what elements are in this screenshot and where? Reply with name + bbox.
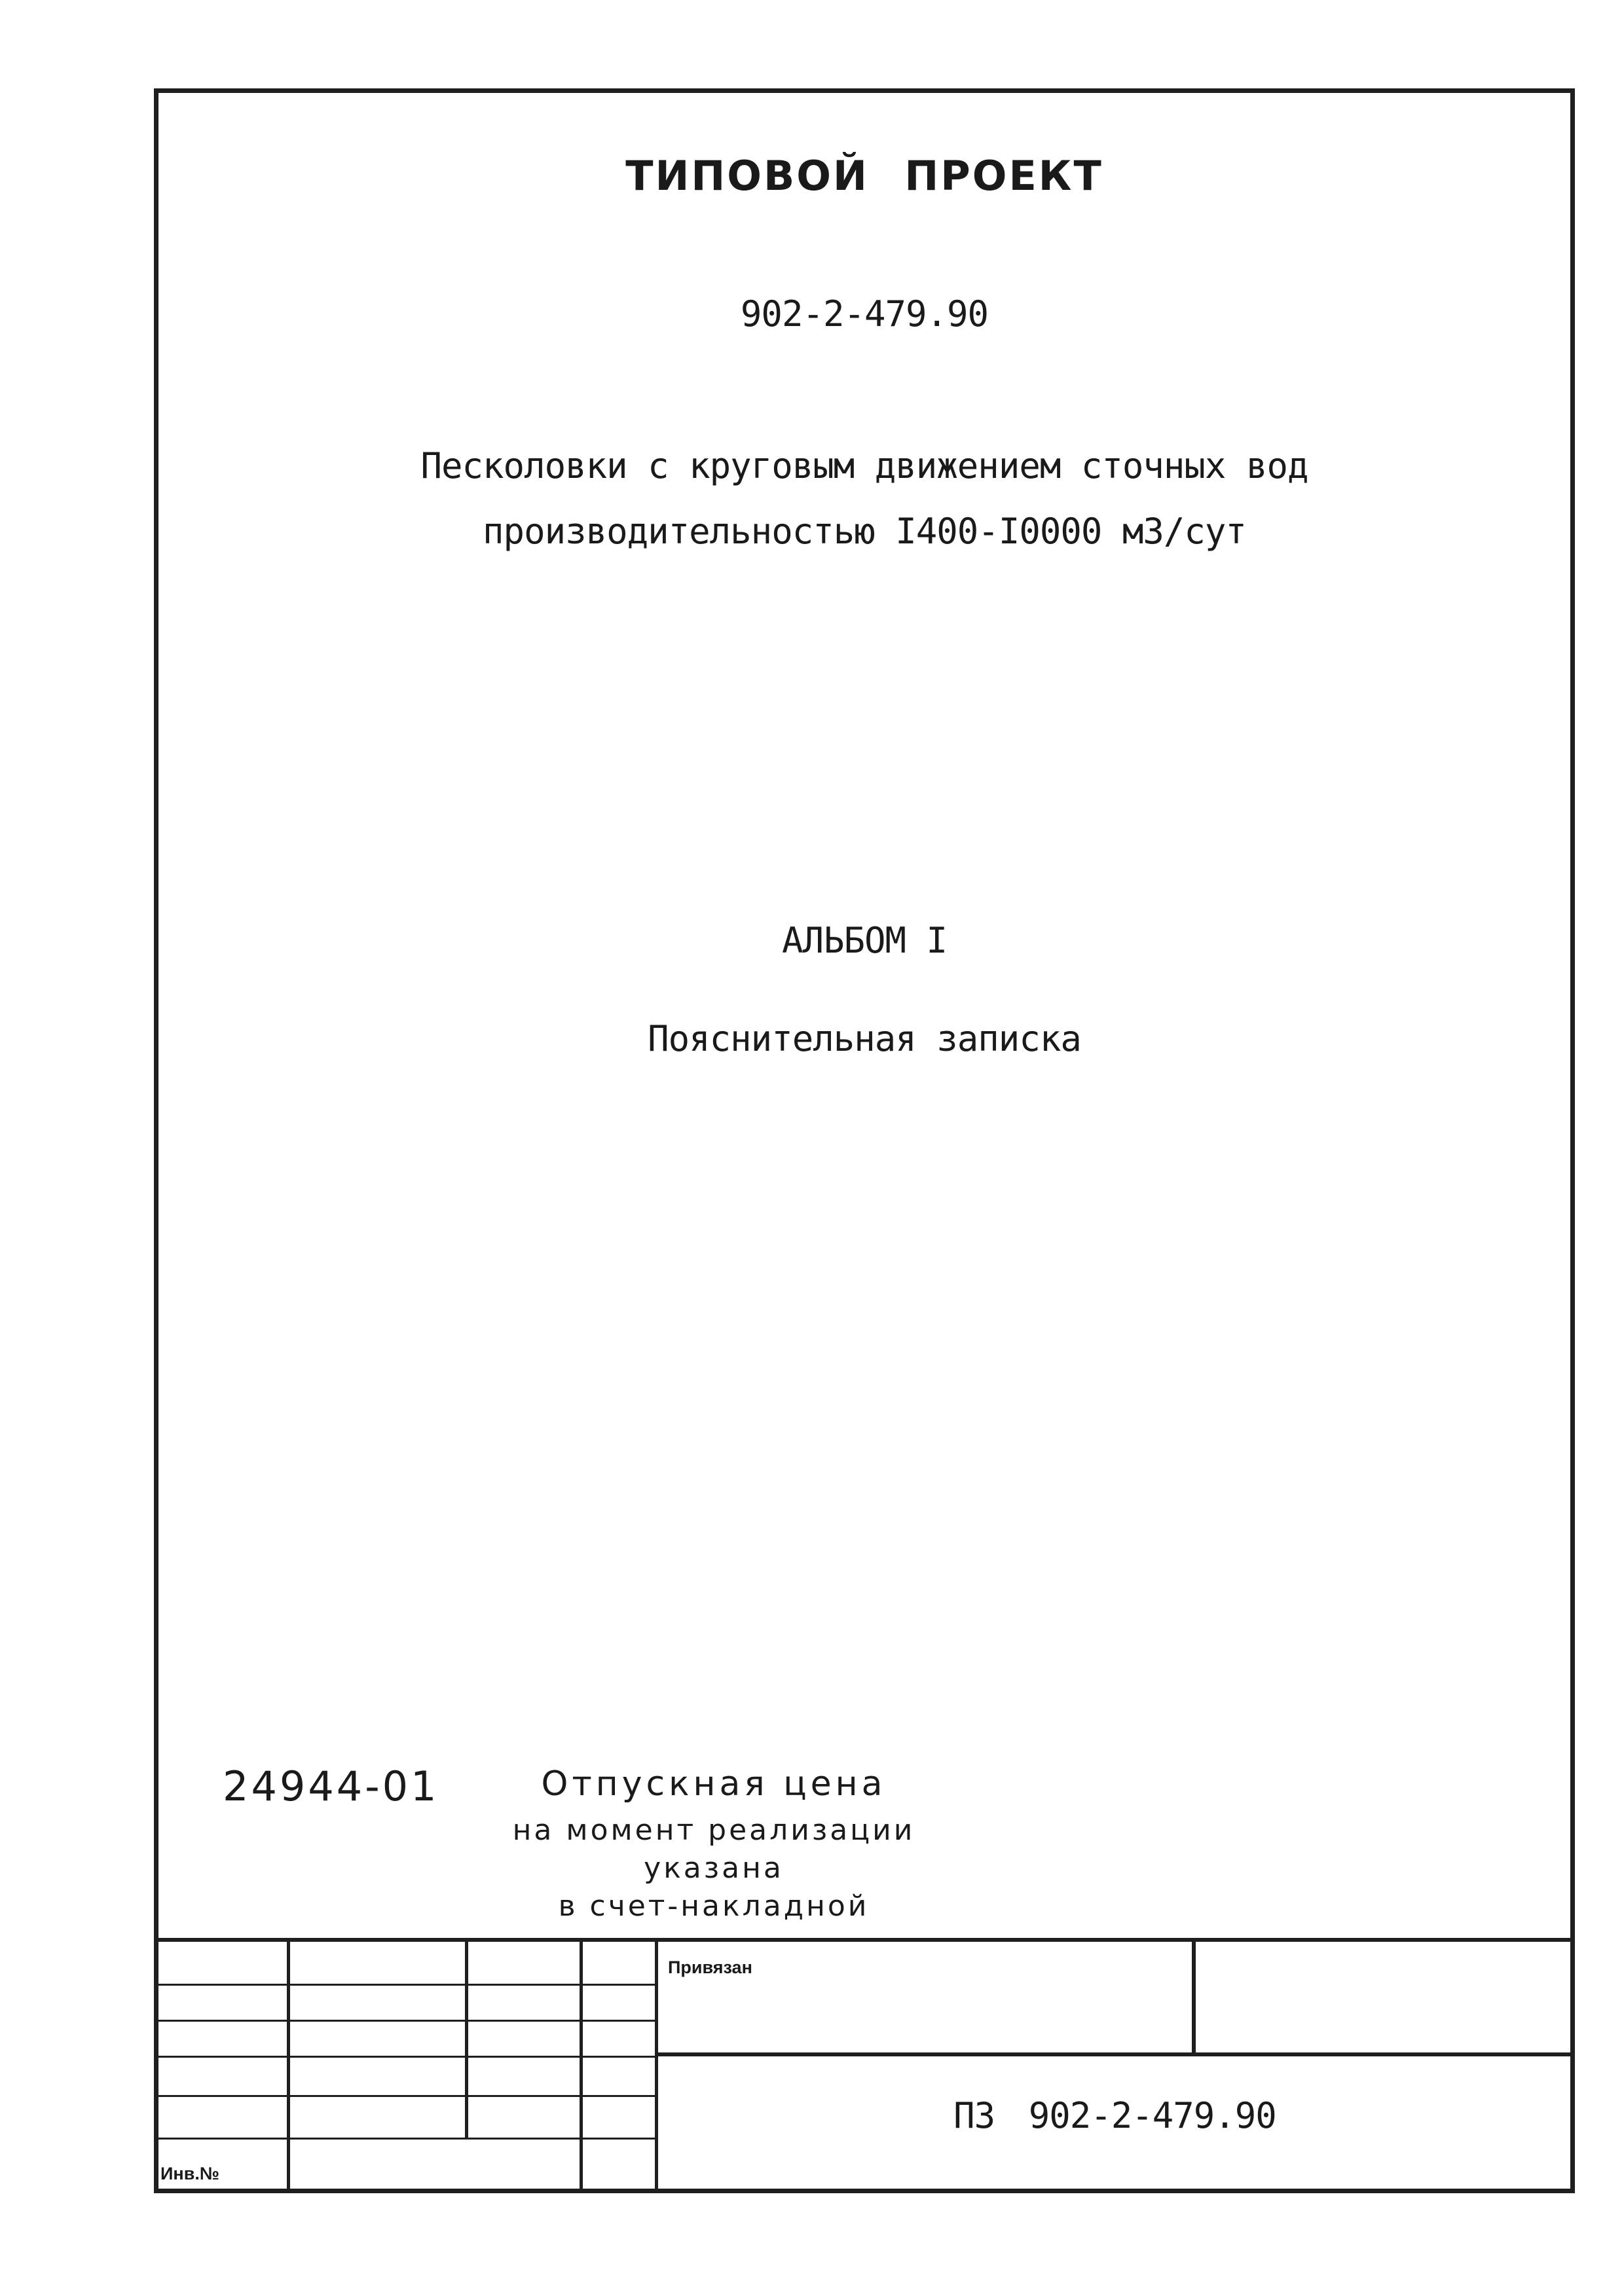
attached-label: Привязан (668, 1958, 752, 1977)
right-vline (1192, 1938, 1196, 2052)
grid-vline-3 (580, 1938, 583, 2193)
inventory-label: Инв.№ (160, 2164, 219, 2183)
title-block-top-border (154, 1938, 1575, 1942)
album-subtitle: Пояснительная записка (648, 1018, 1081, 1059)
price-note-line-1: Отпускная цена (541, 1764, 887, 1804)
document-title: ТИПОВОЙ ПРОЕКТ (625, 152, 1103, 200)
grid-hline-2 (154, 2020, 655, 2022)
grid-hline-4 (154, 2095, 655, 2097)
description-line-1: Песколовки с круговым движением сточных вод (420, 445, 1308, 486)
document-code: ПЗ 902-2-479.90 (953, 2095, 1276, 2136)
grid-vline-1 (287, 1938, 290, 2193)
description-line-2: производительностью I400-I0000 м3/сут (483, 511, 1246, 552)
grid-hline-3 (154, 2056, 655, 2058)
price-note-line-4: в счет-накладной (558, 1889, 870, 1923)
grid-hline-5 (154, 2138, 655, 2140)
price-note-line-2: на момент реализации (512, 1813, 915, 1847)
price-note-line-3: указана (644, 1851, 784, 1885)
grid-vline-4 (655, 1938, 658, 2193)
grid-vline-2 (465, 1938, 468, 2138)
album-label: АЛЬБОМ I (781, 920, 948, 961)
right-hline (655, 2052, 1575, 2056)
project-code: 902-2-479.90 (740, 293, 989, 335)
grid-hline-1 (154, 1984, 655, 1986)
inventory-number: 24944-01 (223, 1762, 439, 1810)
